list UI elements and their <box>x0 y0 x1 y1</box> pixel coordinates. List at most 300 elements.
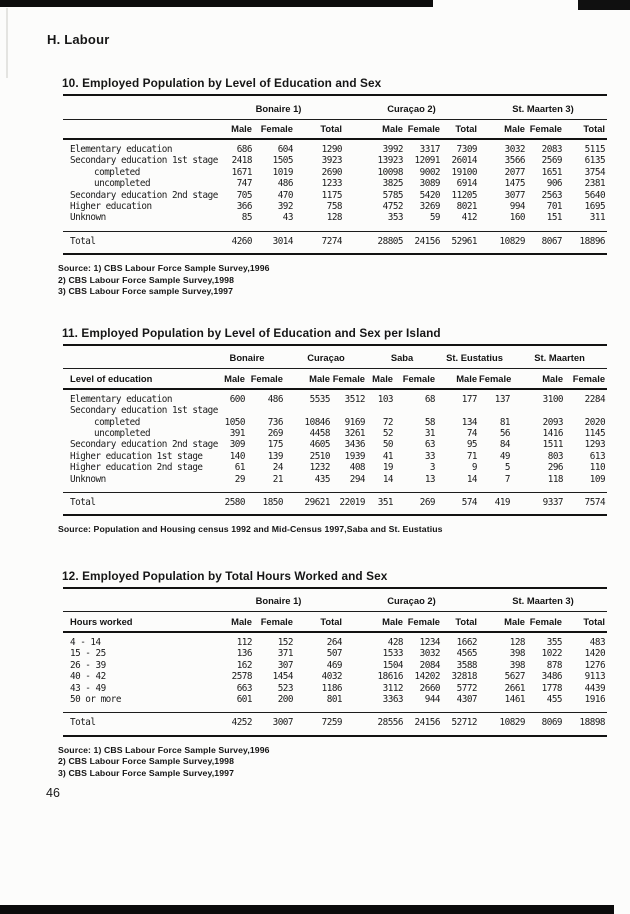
data-cell: 3754 <box>584 166 606 178</box>
data-cell: 2381 <box>584 178 606 190</box>
data-cell: 1050 <box>224 416 245 428</box>
data-cell: 1916 <box>584 693 606 705</box>
total-cell: 28556 <box>344 713 405 736</box>
data-cell: 3512 <box>344 393 366 405</box>
data-cell: 4752 <box>382 201 404 213</box>
data-cell: 307 <box>277 659 293 671</box>
section-hours-worked <box>0 569 630 779</box>
column-header: Male <box>213 612 254 632</box>
column-header: Male <box>344 119 405 139</box>
data-cell: 1511 <box>542 439 564 451</box>
table-row <box>63 405 607 416</box>
data-cell: 7309 <box>456 144 478 155</box>
data-cell: 14 <box>382 473 394 485</box>
hours-worked-table <box>63 587 607 737</box>
data-cell: 1651 <box>541 166 563 178</box>
data-cell: 2510 <box>309 450 330 462</box>
data-cell: 1504 <box>382 659 404 671</box>
data-cell: 801 <box>326 693 343 705</box>
data-cell: 109 <box>589 473 606 485</box>
column-header: Female <box>527 119 564 139</box>
column-header: Male <box>437 369 479 389</box>
data-cell: 200 <box>277 693 293 705</box>
data-cell: 14 <box>466 473 478 485</box>
data-cell: 296 <box>547 462 564 474</box>
source-line: Source: Population and Housing census 1992 and Mid-Census 1997,Saba and St. Eustatius <box>58 524 443 535</box>
table10-sources <box>58 263 630 298</box>
data-cell: 61 <box>234 462 245 474</box>
data-cell <box>512 405 565 416</box>
data-cell: 1276 <box>584 659 606 671</box>
data-cell: 408 <box>349 462 366 474</box>
data-cell: 50 <box>382 439 394 451</box>
table12-sources <box>58 745 630 780</box>
data-cell: 483 <box>589 636 606 648</box>
data-cell <box>479 405 512 416</box>
data-cell: 1939 <box>344 450 366 462</box>
data-cell: 14202 <box>414 671 441 683</box>
column-header: Total <box>442 612 479 632</box>
data-cell: 470 <box>277 189 293 201</box>
data-cell <box>285 405 332 416</box>
data-cell: 1234 <box>419 636 441 648</box>
total-cell: 4252 <box>213 713 254 736</box>
data-cell: 366 <box>236 201 252 213</box>
data-cell: 2020 <box>584 416 606 428</box>
column-header: Total <box>295 119 344 139</box>
data-cell: 469 <box>326 659 343 671</box>
scan-edge-right <box>608 0 630 914</box>
table-row <box>63 671 607 682</box>
data-cell: 7 <box>504 473 511 485</box>
total-cell: 4260 <box>213 231 254 254</box>
data-cell: 1475 <box>504 178 526 190</box>
data-cell: 1533 <box>382 648 404 660</box>
column-header: Male <box>285 369 332 389</box>
column-header: Male <box>479 119 527 139</box>
data-cell: 5 <box>504 462 511 474</box>
data-cell: 24 <box>272 462 283 474</box>
column-header: Female <box>254 119 295 139</box>
data-cell: 736 <box>267 416 283 428</box>
scan-edge-top <box>0 0 433 7</box>
column-header: Female <box>405 612 442 632</box>
row-label: 40 - 42 <box>70 671 106 683</box>
data-cell: 1145 <box>584 427 606 439</box>
data-cell: 2578 <box>231 671 252 683</box>
table-row <box>63 417 607 428</box>
row-label-header <box>63 119 213 139</box>
table-corner-cell <box>63 588 213 612</box>
row-label: completed <box>94 166 140 178</box>
source-line: 3) CBS Labour Force sample Survey,1997 <box>58 286 234 297</box>
column-header: Male <box>512 369 565 389</box>
column-header: Total <box>564 612 607 632</box>
data-cell: 701 <box>546 201 563 213</box>
data-cell <box>247 405 285 416</box>
total-cell: 28805 <box>344 231 405 254</box>
total-cell: 22019 <box>332 493 367 516</box>
group-header: Bonaire <box>209 345 285 369</box>
data-cell: 747 <box>236 178 252 190</box>
total-cell: 10829 <box>479 231 527 254</box>
data-cell: 1293 <box>584 439 606 451</box>
data-cell: 6914 <box>456 178 478 190</box>
data-cell: 3588 <box>456 659 478 671</box>
data-cell: 49 <box>499 450 511 462</box>
data-cell: 9 <box>471 462 478 474</box>
data-cell: 601 <box>236 693 252 705</box>
total-cell: 18898 <box>564 713 607 736</box>
column-header: Female <box>565 369 607 389</box>
data-cell: 103 <box>377 393 394 405</box>
data-cell: 43 <box>282 212 293 224</box>
data-cell: 12091 <box>414 155 441 167</box>
data-cell: 175 <box>267 439 283 451</box>
data-cell: 906 <box>546 178 563 190</box>
total-cell: 8069 <box>527 713 564 736</box>
total-cell: 10829 <box>479 713 527 736</box>
data-cell: 128 <box>326 212 343 224</box>
data-cell: 1232 <box>309 462 330 474</box>
data-cell <box>332 405 367 416</box>
data-cell: 81 <box>499 416 511 428</box>
column-header: Female <box>405 119 442 139</box>
data-cell: 3112 <box>382 682 404 694</box>
column-header: Female <box>254 612 295 632</box>
data-cell: 13923 <box>377 155 404 167</box>
data-cell: 1505 <box>272 155 293 167</box>
data-cell: 5772 <box>456 682 478 694</box>
data-cell: 2284 <box>584 393 606 405</box>
table-row <box>63 660 607 671</box>
table-row <box>63 167 607 178</box>
data-cell: 4605 <box>309 439 330 451</box>
data-cell: 1420 <box>584 648 606 660</box>
column-header: Male <box>479 612 527 632</box>
data-cell: 3032 <box>504 144 526 155</box>
data-cell: 2077 <box>504 166 526 178</box>
data-cell: 663 <box>236 682 252 694</box>
data-cell: 3363 <box>382 693 404 705</box>
row-label-header: Level of education <box>63 369 209 389</box>
section-education-sex <box>0 76 630 298</box>
data-cell: 5420 <box>419 189 441 201</box>
row-label: Higher education <box>70 201 152 213</box>
data-cell: 2569 <box>541 155 563 167</box>
data-cell: 41 <box>382 450 394 462</box>
data-cell: 1662 <box>456 636 478 648</box>
row-label: Secondary education 1st stage <box>70 405 218 417</box>
data-cell: 311 <box>589 212 606 224</box>
total-cell: 419 <box>479 493 512 516</box>
total-cell: 18896 <box>564 231 607 254</box>
data-cell: 33 <box>424 450 436 462</box>
data-cell: 309 <box>229 439 245 451</box>
data-cell: 11205 <box>451 189 478 201</box>
data-cell: 398 <box>509 659 526 671</box>
row-label: Higher education 1st stage <box>70 450 203 462</box>
total-row <box>63 493 607 516</box>
data-cell: 486 <box>277 178 293 190</box>
data-cell: 4565 <box>456 648 478 660</box>
table10-title: 10. Employed Population by Level of Education and Sex <box>62 76 382 90</box>
data-cell: 5627 <box>504 671 526 683</box>
total-cell: 52712 <box>442 713 479 736</box>
data-cell: 523 <box>277 682 293 694</box>
row-label: completed <box>94 416 140 428</box>
total-cell: 3014 <box>254 231 295 254</box>
group-header: St. Maarten 3) <box>479 588 607 612</box>
data-cell: 18616 <box>377 671 404 683</box>
table-row <box>63 178 607 189</box>
group-header: St. Eustatius <box>437 345 512 369</box>
data-cell: 4458 <box>309 427 330 439</box>
education-sex-table <box>63 94 607 255</box>
total-cell: 269 <box>395 493 437 516</box>
data-cell: 3317 <box>419 144 441 155</box>
column-header: Female <box>395 369 437 389</box>
row-label-header: Hours worked <box>63 612 213 632</box>
data-cell: 4439 <box>584 682 606 694</box>
data-cell: 371 <box>277 648 293 660</box>
total-cell: 9337 <box>512 493 565 516</box>
row-label: 26 - 39 <box>70 659 106 671</box>
data-cell: 2084 <box>419 659 441 671</box>
group-header: Bonaire 1) <box>213 588 344 612</box>
data-cell: 507 <box>326 648 343 660</box>
table-row <box>63 201 607 212</box>
source-line: 2) CBS Labour Force Sample Survey,1998 <box>58 274 235 285</box>
data-cell: 3825 <box>382 178 404 190</box>
data-cell: 994 <box>509 201 526 213</box>
data-cell: 71 <box>466 450 478 462</box>
data-cell: 1233 <box>321 178 343 190</box>
table-row <box>63 683 607 694</box>
table-row <box>63 389 607 405</box>
data-cell: 140 <box>229 450 245 462</box>
group-header: Bonaire 1) <box>213 95 344 119</box>
data-cell <box>565 405 607 416</box>
data-cell: 392 <box>277 201 293 213</box>
table-row <box>63 212 607 231</box>
row-label: 43 - 49 <box>70 682 106 694</box>
data-cell: 1461 <box>504 693 526 705</box>
data-cell: 2418 <box>231 155 252 167</box>
data-cell: 1695 <box>584 201 606 213</box>
column-header: Total <box>442 119 479 139</box>
data-cell: 5535 <box>309 393 330 405</box>
column-header: Female <box>479 369 512 389</box>
data-cell: 21 <box>272 473 283 485</box>
total-row <box>63 231 607 254</box>
data-cell: 3269 <box>419 201 441 213</box>
data-cell: 10846 <box>304 416 330 428</box>
data-cell: 19100 <box>451 166 478 178</box>
data-cell: 6135 <box>584 155 606 167</box>
data-cell: 3486 <box>541 671 563 683</box>
data-cell: 9113 <box>584 671 606 683</box>
data-cell: 3 <box>429 462 436 474</box>
chapter-header: H. Labour <box>47 32 110 47</box>
data-cell: 353 <box>387 212 404 224</box>
data-cell: 2660 <box>419 682 441 694</box>
total-cell: 52961 <box>442 231 479 254</box>
data-cell: 160 <box>509 212 526 224</box>
total-cell: 2580 <box>209 493 247 516</box>
data-cell: 2563 <box>541 189 563 201</box>
data-cell: 1022 <box>541 648 563 660</box>
data-cell: 428 <box>387 636 404 648</box>
data-cell: 412 <box>461 212 478 224</box>
column-header: Total <box>295 612 344 632</box>
data-cell: 32818 <box>451 671 478 683</box>
data-cell: 486 <box>267 393 283 405</box>
row-label: Elementary education <box>70 393 172 405</box>
total-cell: 7274 <box>295 231 344 254</box>
data-cell: 435 <box>314 473 330 485</box>
data-cell: 3436 <box>344 439 366 451</box>
table11-title: 11. Employed Population by Level of Education and Sex per Island <box>62 325 441 340</box>
data-cell: 152 <box>277 636 293 648</box>
data-cell: 56 <box>499 427 511 439</box>
data-cell: 944 <box>424 693 441 705</box>
total-cell: 8067 <box>527 231 564 254</box>
total-cell: 7574 <box>565 493 607 516</box>
column-header: Male <box>344 612 405 632</box>
data-cell: 13 <box>424 473 436 485</box>
table-row <box>63 648 607 659</box>
column-header: Male <box>367 369 395 389</box>
column-header: Female <box>247 369 285 389</box>
data-cell: 391 <box>229 427 245 439</box>
row-label: uncompleted <box>94 178 151 190</box>
table11-sources <box>58 524 630 536</box>
data-cell: 1454 <box>272 671 293 683</box>
column-header: Male <box>209 369 247 389</box>
table12-title: 12. Employed Population by Total Hours Worked and Sex <box>62 568 388 583</box>
data-cell: 3923 <box>321 155 343 167</box>
group-header: Curaçao 2) <box>344 588 479 612</box>
scan-edge-left <box>6 8 8 78</box>
data-cell: 3992 <box>382 144 404 155</box>
data-cell: 9169 <box>344 416 366 428</box>
data-cell: 269 <box>267 427 283 439</box>
source-line: 3) CBS Labour Force Sample Survey,1997 <box>58 767 235 778</box>
data-cell: 110 <box>589 462 606 474</box>
data-cell: 112 <box>236 636 252 648</box>
data-cell: 4307 <box>456 693 478 705</box>
total-cell: 351 <box>367 493 395 516</box>
data-cell: 455 <box>546 693 563 705</box>
data-cell: 19 <box>382 462 394 474</box>
source-line: 2) CBS Labour Force Sample Survey,1998 <box>58 756 235 767</box>
data-cell: 139 <box>267 450 283 462</box>
total-label: Total <box>63 231 213 254</box>
table-row <box>63 694 607 713</box>
data-cell: 705 <box>236 189 252 201</box>
table-row <box>63 428 607 439</box>
data-cell: 3100 <box>542 393 564 405</box>
table-row <box>63 632 607 648</box>
row-label: Higher education 2nd stage <box>70 462 203 474</box>
data-cell: 398 <box>509 648 526 660</box>
data-cell: 355 <box>546 636 563 648</box>
column-header: Female <box>527 612 564 632</box>
table-row <box>63 155 607 166</box>
table-row <box>63 474 607 493</box>
data-cell: 52 <box>382 427 394 439</box>
row-label: Unknown <box>70 212 106 224</box>
data-cell: 85 <box>241 212 252 224</box>
data-cell: 3261 <box>344 427 366 439</box>
group-header: St. Maarten <box>512 345 607 369</box>
column-header: Female <box>332 369 367 389</box>
total-label: Total <box>63 713 213 736</box>
total-cell: 1850 <box>247 493 285 516</box>
total-cell: 24156 <box>405 231 442 254</box>
data-cell: 604 <box>277 144 293 155</box>
table-row <box>63 439 607 450</box>
data-cell: 5640 <box>584 189 606 201</box>
total-cell: 7259 <box>295 713 344 736</box>
data-cell: 2690 <box>321 166 343 178</box>
data-cell: 2661 <box>504 682 526 694</box>
data-cell: 613 <box>589 450 606 462</box>
group-header: St. Maarten 3) <box>479 95 607 119</box>
row-label: Secondary education 2nd stage <box>70 189 218 201</box>
scan-edge-corner <box>578 0 630 10</box>
data-cell: 1019 <box>272 166 293 178</box>
data-cell: 29 <box>234 473 245 485</box>
data-cell: 878 <box>546 659 563 671</box>
data-cell: 59 <box>429 212 441 224</box>
data-cell: 758 <box>326 201 343 213</box>
data-cell: 1778 <box>541 682 563 694</box>
data-cell: 151 <box>546 212 563 224</box>
data-cell: 134 <box>461 416 478 428</box>
total-cell: 24156 <box>405 713 442 736</box>
data-cell: 72 <box>382 416 394 428</box>
row-label: Secondary education 2nd stage <box>70 439 218 451</box>
table-row <box>63 451 607 462</box>
row-label: 50 or more <box>70 693 121 705</box>
data-cell <box>367 405 395 416</box>
data-cell: 63 <box>424 439 436 451</box>
data-cell: 5785 <box>382 189 404 201</box>
data-cell: 84 <box>499 439 511 451</box>
data-cell: 136 <box>236 648 252 660</box>
data-cell: 2093 <box>542 416 564 428</box>
row-label: Secondary education 1st stage <box>70 155 218 167</box>
data-cell: 68 <box>424 393 436 405</box>
data-cell: 600 <box>229 393 245 405</box>
data-cell: 803 <box>547 450 564 462</box>
data-cell: 2083 <box>541 144 563 155</box>
section-education-island <box>0 326 630 536</box>
table-corner-cell <box>63 95 213 119</box>
data-cell: 294 <box>349 473 366 485</box>
data-cell: 3089 <box>419 178 441 190</box>
data-cell: 162 <box>236 659 252 671</box>
data-cell <box>437 405 479 416</box>
total-cell: 3007 <box>254 713 295 736</box>
column-header: Male <box>213 119 254 139</box>
data-cell: 8021 <box>456 201 478 213</box>
total-cell: 574 <box>437 493 479 516</box>
data-cell: 137 <box>494 393 511 405</box>
data-cell: 58 <box>424 416 436 428</box>
